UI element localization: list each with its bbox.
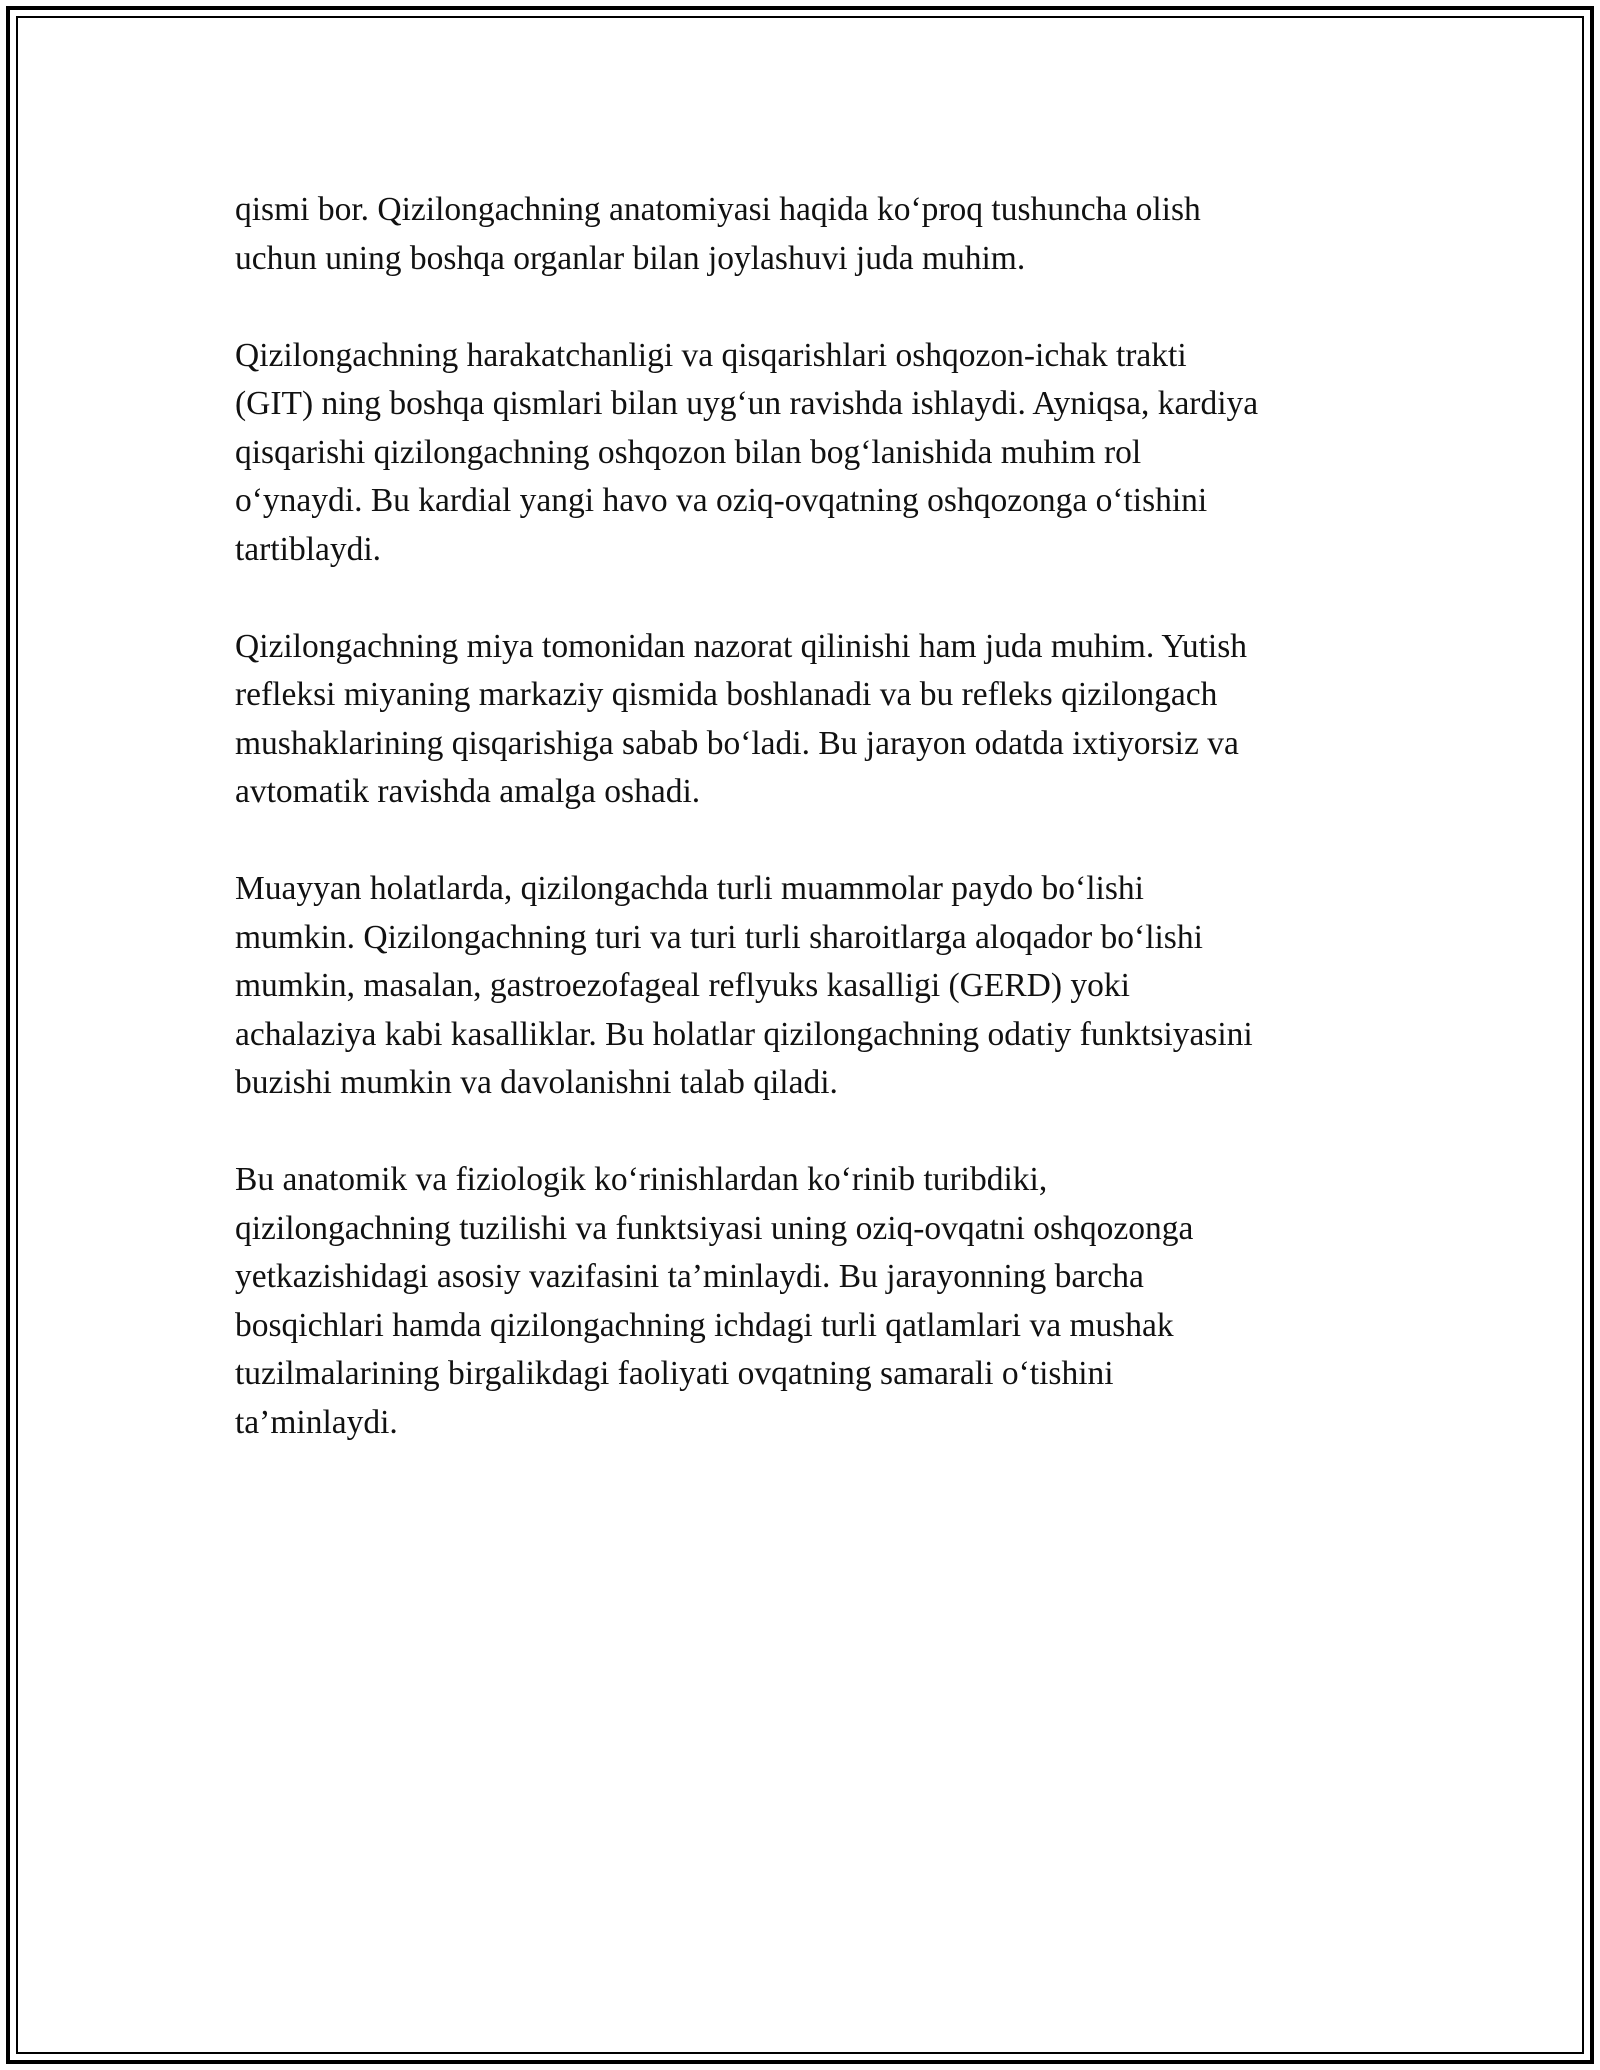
paragraph-5 bbox=[235, 1156, 1375, 1447]
text-line: refleksi miyaning markaziy qismida boshlanadi va bu refleks qizilongach bbox=[235, 676, 1218, 713]
paragraph-1 bbox=[235, 186, 1375, 283]
text-line: achalaziya kabi kasalliklar. Bu holatlar qizilongachning odatiy funktsiyasini bbox=[235, 1015, 1253, 1053]
text-line: tuzilmalarining birgalikdagi faoliyati ovqatning samarali o‘tishini bbox=[235, 1355, 1114, 1392]
text-line: qisqarishi qizilongachning oshqozon bilan bog‘lanishida muhim rol bbox=[235, 433, 1142, 471]
text-line: avtomatik ravishda amalga oshadi. bbox=[235, 773, 701, 810]
text-line: Qizilongachning miya tomonidan nazorat qilinishi ham juda muhim. Yutish bbox=[235, 627, 1247, 665]
text-line: uchun uning boshqa organlar bilan joylashuvi juda muhim. bbox=[235, 239, 1026, 277]
text-line: buzishi mumkin va davolanishni talab qiladi. bbox=[235, 1064, 838, 1101]
text-line: mumkin. Qizilongachning turi va turi turli sharoitlarga aloqador bo‘lishi bbox=[235, 918, 1203, 956]
paragraph-4 bbox=[235, 865, 1375, 1108]
text-line: ta’minlaydi. bbox=[235, 1403, 398, 1441]
text-line: qismi bor. Qizilongachning anatomiyasi haqida ko‘proq tushuncha olish bbox=[235, 191, 1201, 228]
text-line: (GIT) ning boshqa qismlari bilan uyg‘un ravishda ishlaydi. Ayniqsa, kardiya bbox=[235, 385, 1259, 422]
text-line: yetkazishidagi asosiy vazifasini ta’minlaydi. Bu jarayonning barcha bbox=[235, 1258, 1144, 1295]
text-line: bosqichlari hamda qizilongachning ichdagi turli qatlamlari va mushak bbox=[235, 1306, 1174, 1344]
text-line: mushaklarining qisqarishiga sabab bo‘ladi. Bu jarayon odatda ixtiyorsiz va bbox=[235, 724, 1239, 762]
document-body bbox=[235, 186, 1375, 1496]
paragraph-3 bbox=[235, 623, 1375, 817]
text-line: qizilongachning tuzilishi va funktsiyasi uning oziq-ovqatni oshqozonga bbox=[235, 1209, 1194, 1247]
text-line: Qizilongachning harakatchanligi va qisqarishlari oshqozon-ichak trakti bbox=[235, 336, 1187, 374]
paragraph-2 bbox=[235, 332, 1375, 575]
text-line: Muayyan holatlarda, qizilongachda turli muammolar paydo bo‘lishi bbox=[235, 870, 1144, 907]
text-line: mumkin, masalan, gastroezofageal reflyuks kasalligi (GERD) yoki bbox=[235, 967, 1130, 1004]
text-line: Bu anatomik va fiziologik ko‘rinishlardan ko‘rinib turibdiki, bbox=[235, 1161, 1048, 1198]
text-line: o‘ynaydi. Bu kardial yangi havo va oziq-ovqatning oshqozonga o‘tishini bbox=[235, 482, 1208, 519]
text-line: tartiblaydi. bbox=[235, 530, 382, 568]
